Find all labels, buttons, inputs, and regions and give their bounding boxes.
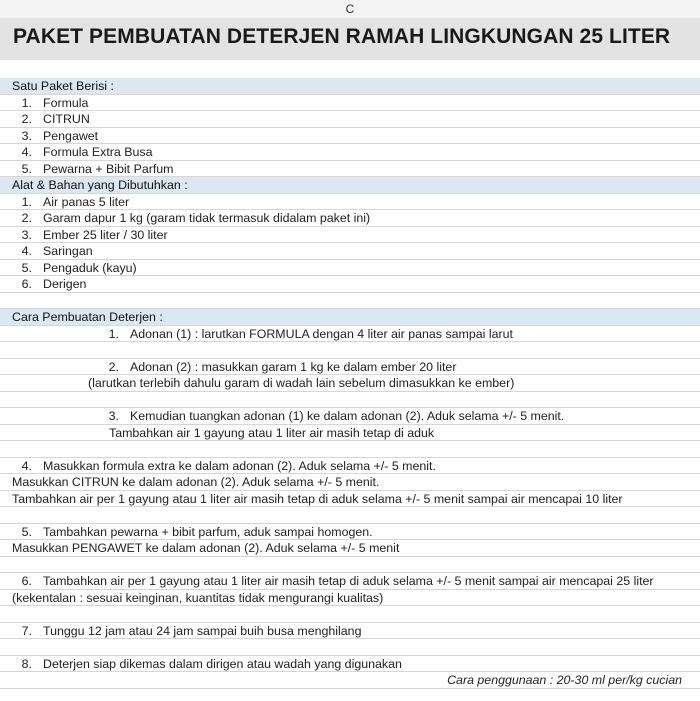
list-item[interactable]: 4. Saringan [0, 243, 700, 260]
sheet-rows [0, 78, 700, 689]
step-2[interactable]: 2. Adonan (2) : masukkan garam 1 kg ke dalam ember 20 liter [0, 359, 700, 376]
empty-row[interactable] [0, 639, 700, 656]
usage-note: Cara penggunaan : 20-30 ml per/kg cucian [447, 673, 682, 687]
step-5-note[interactable]: Masukkan PENGAWET ke dalam adonan (2). Aduk selama +/- 5 menit [0, 540, 700, 557]
list-item[interactable]: 3. Pengawet [0, 128, 700, 145]
usage-row[interactable] [0, 672, 700, 689]
step-6[interactable]: 6. Tambahkan air per 1 gayung atau 1 liter air masih tetap di aduk selama +/- 5 menit sampai air mencapai 25 liter [0, 573, 700, 590]
section-heading-paket[interactable]: Satu Paket Berisi : [0, 78, 700, 95]
list-item[interactable]: 6. Derigen [0, 276, 700, 293]
step-8[interactable]: 8. Deterjen siap dikemas dalam dirigen atau wadah yang digunakan [0, 656, 700, 673]
list-item[interactable]: 2. Garam dapur 1 kg (garam tidak termasuk didalam paket ini) [0, 210, 700, 227]
empty-row[interactable] [0, 342, 700, 359]
empty-row[interactable] [0, 606, 700, 623]
empty-row[interactable] [0, 441, 700, 458]
step-4[interactable]: 4. Masukkan formula extra ke dalam adonan (2). Aduk selama +/- 5 menit. [0, 458, 700, 475]
list-item[interactable]: 3. Ember 25 liter / 30 liter [0, 227, 700, 244]
step-4-note-2[interactable]: Tambahkan air per 1 gayung atau 1 liter air masih tetap di aduk selama +/- 5 menit sampai air mencapai 10 liter [0, 491, 700, 508]
list-item[interactable]: 1. Air panas 5 liter [0, 194, 700, 211]
step-4-note-1[interactable]: Masukkan CITRUN ke dalam adonan (2). Aduk selama +/- 5 menit. [0, 474, 700, 491]
column-header[interactable]: C [0, 0, 700, 19]
list-item[interactable]: 2. CITRUN [0, 111, 700, 128]
step-7[interactable]: 7. Tunggu 12 jam atau 24 jam sampai buih busa menghilang [0, 623, 700, 640]
step-1[interactable]: 1. Adonan (1) : larutkan FORMULA dengan 4 liter air panas sampai larut [0, 326, 700, 343]
step-2-note[interactable]: (larutkan terlebih dahulu garam di wadah lain sebelum dimasukkan ke ember) [0, 375, 700, 392]
list-item[interactable]: 5. Pewarna + Bibit Parfum [0, 161, 700, 178]
step-6-note[interactable]: (kekentalan : sesuai keinginan, kuantitas tidak mengurangi kualitas) [0, 590, 700, 607]
step-5[interactable]: 5. Tambahkan pewarna + bibit parfum, aduk sampai homogen. [0, 524, 700, 541]
list-item[interactable]: 4. Formula Extra Busa [0, 144, 700, 161]
empty-row[interactable] [0, 293, 700, 310]
list-item[interactable]: 1. Formula [0, 95, 700, 112]
list-item[interactable]: 5. Pengaduk (kayu) [0, 260, 700, 277]
empty-row[interactable] [0, 557, 700, 574]
empty-row[interactable] [0, 392, 700, 409]
step-3[interactable]: 3. Kemudian tuangkan adonan (1) ke dalam adonan (2). Aduk selama +/- 5 menit. [0, 408, 700, 425]
step-3-note[interactable]: Tambahkan air 1 gayung atau 1 liter air masih tetap di aduk [0, 425, 700, 442]
empty-row[interactable] [0, 507, 700, 524]
page-title: PAKET PEMBUATAN DETERJEN RAMAH LINGKUNGAN 25 LITER [13, 25, 671, 48]
section-heading-alat[interactable]: Alat & Bahan yang Dibutuhkan : [0, 177, 700, 194]
section-heading-cara[interactable]: Cara Pembuatan Deterjen : [0, 309, 700, 326]
